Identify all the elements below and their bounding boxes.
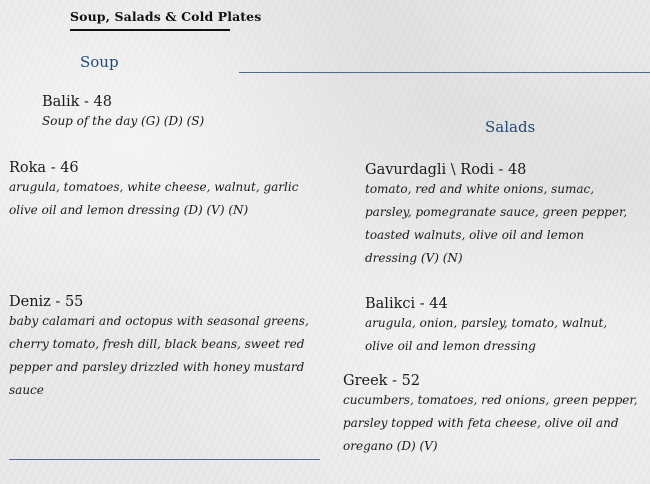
item-name: Greek - 52	[343, 373, 421, 389]
item-name: Balikci - 44	[365, 296, 448, 312]
menu-item-roka	[9, 160, 309, 222]
item-name: Balik - 48	[42, 94, 112, 110]
bottom-divider	[9, 459, 320, 460]
item-name: Gavurdagli \ Rodi - 48	[365, 162, 527, 178]
soup-heading: Soup	[80, 53, 119, 71]
menu-item-greek	[343, 373, 638, 458]
item-description: cucumbers, tomatoes, red onions, green pepper, parsley topped with feta cheese, olive oil and oregano (D) (V)	[343, 393, 638, 453]
menu-item-deniz	[9, 294, 309, 402]
section-title: Soup, Salads & Cold Plates	[70, 9, 230, 31]
item-name: Deniz - 55	[9, 294, 84, 310]
item-description: Soup of the day (G) (D) (S)	[42, 114, 205, 128]
item-name: Roka - 46	[9, 160, 79, 176]
salads-heading: Salads	[485, 118, 536, 136]
item-description: tomato, red and white onions, sumac, parsley, pomegranate sauce, green pepper, toasted walnuts, olive oil and lemon dressing (V) (N)	[365, 182, 628, 265]
item-description: arugula, onion, parsley, tomato, walnut, olive oil and lemon dressing	[365, 316, 608, 353]
top-divider	[239, 72, 650, 73]
item-description: baby calamari and octopus with seasonal greens, cherry tomato, fresh dill, black beans, sweet red pepper and parsley drizzled with honey mustard sauce	[9, 314, 309, 397]
menu-item-gavurdagli-rodi	[365, 162, 633, 270]
menu-item-balikci	[365, 296, 633, 358]
menu-item-balik	[42, 94, 204, 133]
item-description: arugula, tomatoes, white cheese, walnut, garlic olive oil and lemon dressing (D) (V) (N)	[9, 180, 299, 217]
